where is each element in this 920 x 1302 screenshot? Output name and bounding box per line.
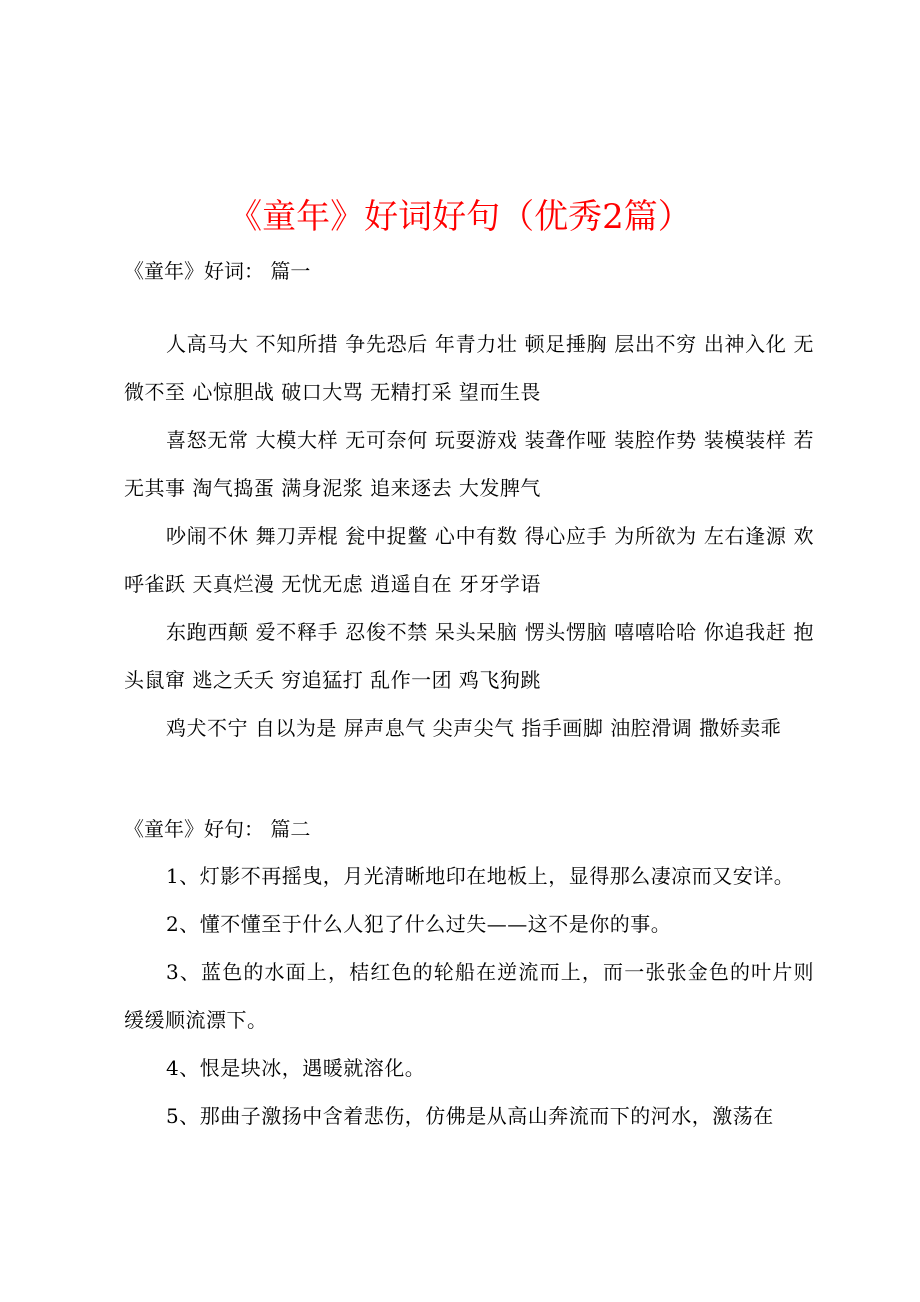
- sentence-paragraph: 5、那曲子激扬中含着悲伤，仿佛是从高山奔流而下的河水，激荡在: [166, 1104, 774, 1128]
- sentence-paragraph: 3、蓝色的水面上，桔红色的轮船在逆流而上，而一张张金色的叶片则缓缓顺流漂下。: [124, 960, 814, 1032]
- sentence-paragraph: 4、恨是块冰，遇暖就溶化。: [166, 1056, 426, 1080]
- word-list-paragraph: 喜怒无常 大模大样 无可奈何 玩耍游戏 装聋作哑 装腔作势 装模装样 若无其事 淘气捣蛋 满身泥浆 追来逐去 大发脾气: [124, 428, 814, 500]
- word-list-paragraph: 东跑西颠 爱不释手 忍俊不禁 呆头呆脑 愣头愣脑 嘻嘻哈哈 你追我赶 抱头鼠窜 逃之夭夭 穷追猛打 乱作一团 鸡飞狗跳: [124, 620, 814, 692]
- section-heading-good-words: 《童年》好词： 篇一: [124, 259, 311, 283]
- word-list-paragraph: 人高马大 不知所措 争先恐后 年青力壮 顿足捶胸 层出不穷 出神入化 无微不至 心惊胆战 破口大骂 无精打采 望而生畏: [124, 332, 814, 404]
- section-heading-good-sentences: 《童年》好句： 篇二: [124, 817, 311, 841]
- word-list-paragraph: 鸡犬不宁 自以为是 屏声息气 尖声尖气 指手画脚 油腔滑调 撒娇卖乖: [166, 716, 782, 740]
- sentence-paragraph: 1、灯影不再摇曳，月光清晰地印在地板上，显得那么凄凉而又安详。: [166, 864, 795, 888]
- word-list-paragraph: 吵闹不休 舞刀弄棍 瓮中捉鳖 心中有数 得心应手 为所欲为 左右逢源 欢呼雀跃 天真烂漫 无忧无虑 逍遥自在 牙牙学语: [124, 524, 814, 596]
- document-title: 《童年》好词好句（优秀2篇）: [228, 197, 692, 237]
- sentence-paragraph: 2、懂不懂至于什么人犯了什么过失——这不是你的事。: [166, 912, 672, 936]
